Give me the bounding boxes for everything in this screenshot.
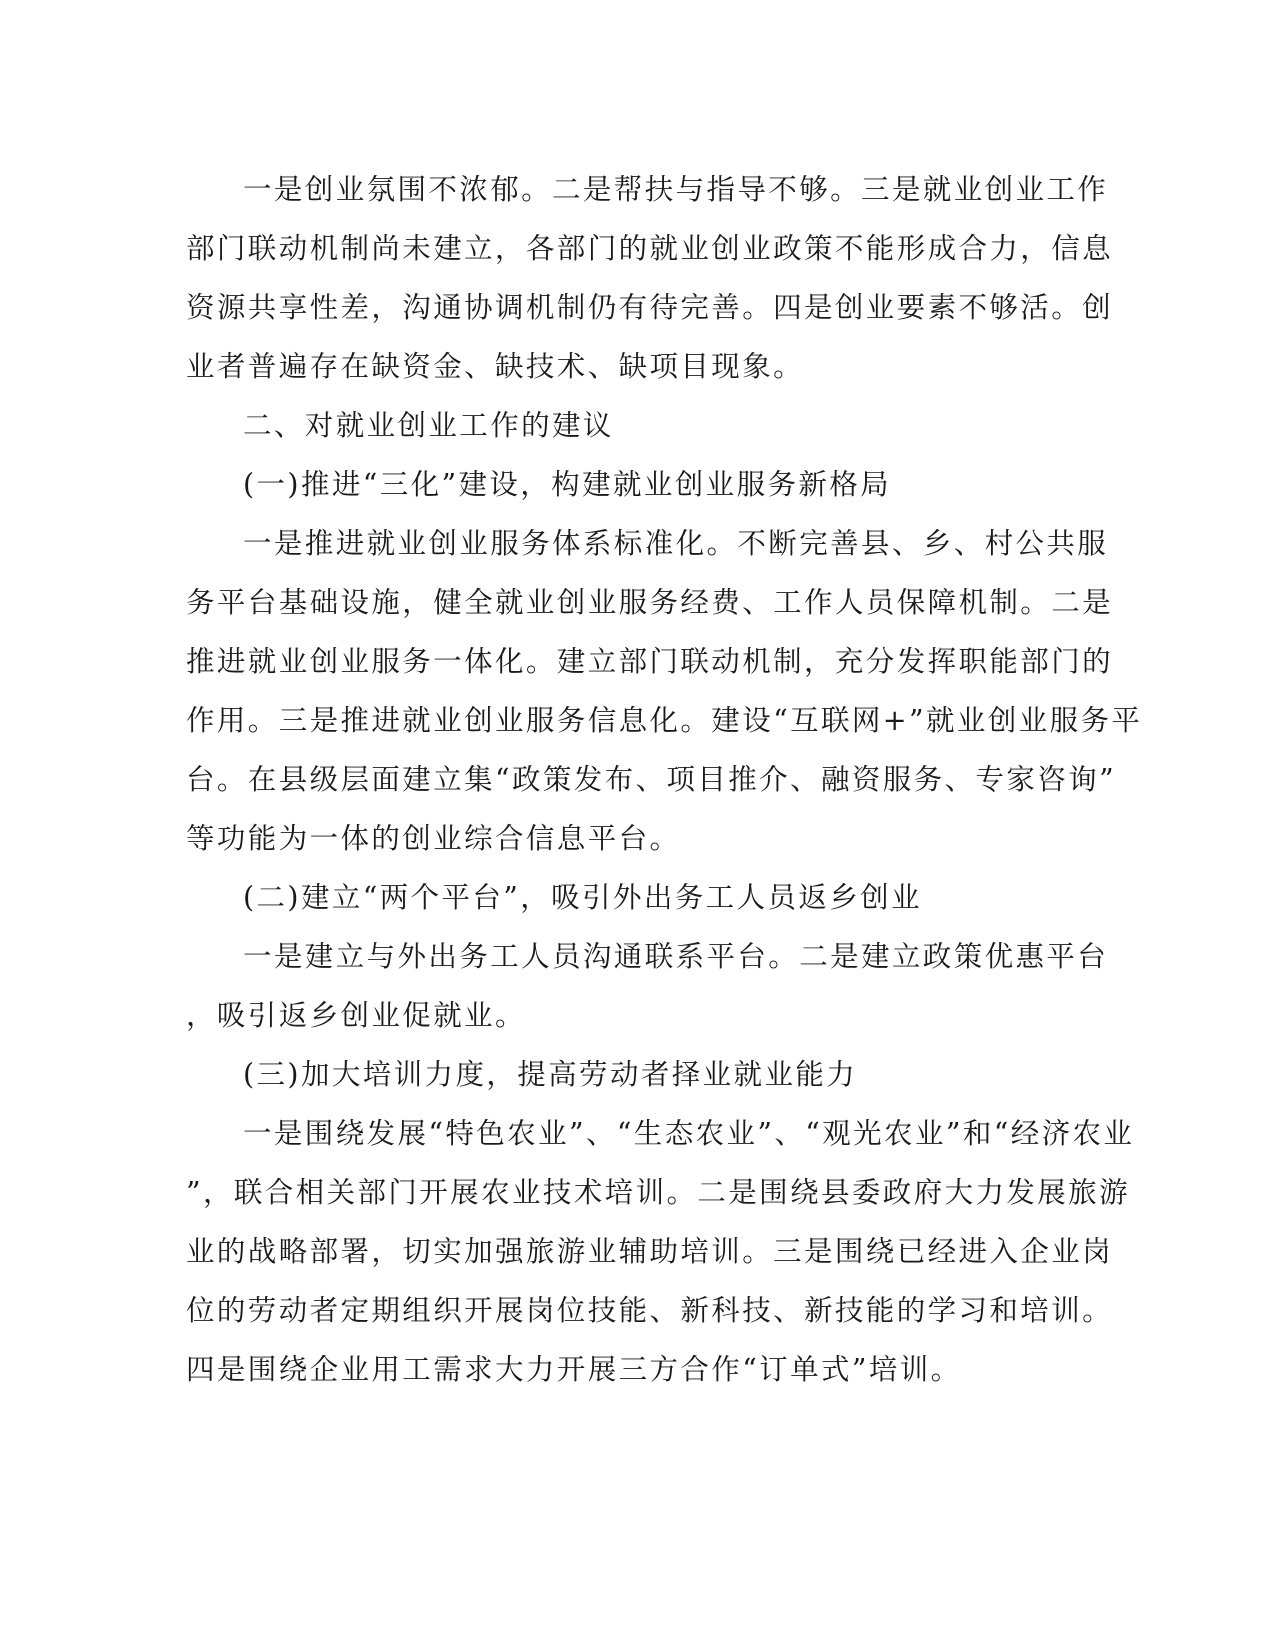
text-line: ，吸引返乡创业促就业。 [186, 999, 526, 1032]
paragraph-training [186, 1104, 1135, 1399]
text-line: 部门联动机制尚未建立，各部门的就业创业政策不能形成合力，信息 [186, 232, 1114, 265]
text-line: 业者普遍存在缺资金、缺技术、缺项目现象。 [186, 350, 805, 383]
section-heading-suggestions [186, 396, 1042, 455]
text-line: (三)加大培训力度，提高劳动者择业就业能力 [243, 1058, 858, 1091]
text-line: 等功能为一体的创业综合信息平台。 [186, 822, 681, 855]
subheading-two-platforms [186, 868, 1042, 927]
subheading-three-modernizations [186, 455, 1042, 514]
text-line: ”，联合相关部门开展农业技术培训。二是围绕县委政府大力发展旅游 [186, 1176, 1130, 1209]
text-line: 一是推进就业创业服务体系标准化。不断完善县、乡、村公共服 [243, 527, 1109, 560]
text-line: 位的劳动者定期组织开展岗位技能、新科技、新技能的学习和培训。 [186, 1294, 1114, 1327]
text-line: 台。在县级层面建立集“政策发布、项目推介、融资服务、专家咨询” [186, 763, 1117, 796]
text-line: (二)建立“两个平台”，吸引外出务工人员返乡创业 [243, 881, 922, 914]
paragraph-problems [186, 160, 1114, 396]
text-line: 务平台基础设施，健全就业创业服务经费、工作人员保障机制。二是 [186, 586, 1114, 619]
text-line: 一是围绕发展“特色农业”、“生态农业”、“观光农业”和“经济农业 [243, 1117, 1135, 1150]
document-body [186, 160, 1143, 1399]
paragraph-service-system [186, 514, 1143, 868]
text-line: 推进就业创业服务一体化。建立部门联动机制，充分发挥职能部门的 [186, 645, 1114, 678]
text-line: (一)推进“三化”建设，构建就业创业服务新格局 [243, 468, 892, 501]
text-line: 一是建立与外出务工人员沟通联系平台。二是建立政策优惠平台 [243, 940, 1109, 973]
text-line: 四是围绕企业用工需求大力开展三方合作“订单式”培训。 [186, 1353, 962, 1386]
text-line: 作用。三是推进就业创业服务信息化。建设“互联网+”就业创业服务平 [186, 704, 1143, 737]
text-line: 一是创业氛围不浓郁。二是帮扶与指导不够。三是就业创业工作 [243, 173, 1109, 206]
paragraph-platforms [186, 927, 1109, 1045]
text-line: 资源共享性差，沟通协调机制仍有待完善。四是创业要素不够活。创 [186, 291, 1114, 324]
text-line: 二、对就业创业工作的建议 [243, 409, 614, 442]
subheading-training [186, 1045, 1042, 1104]
text-line: 业的战略部署，切实加强旅游业辅助培训。三是围绕已经进入企业岗 [186, 1235, 1114, 1268]
